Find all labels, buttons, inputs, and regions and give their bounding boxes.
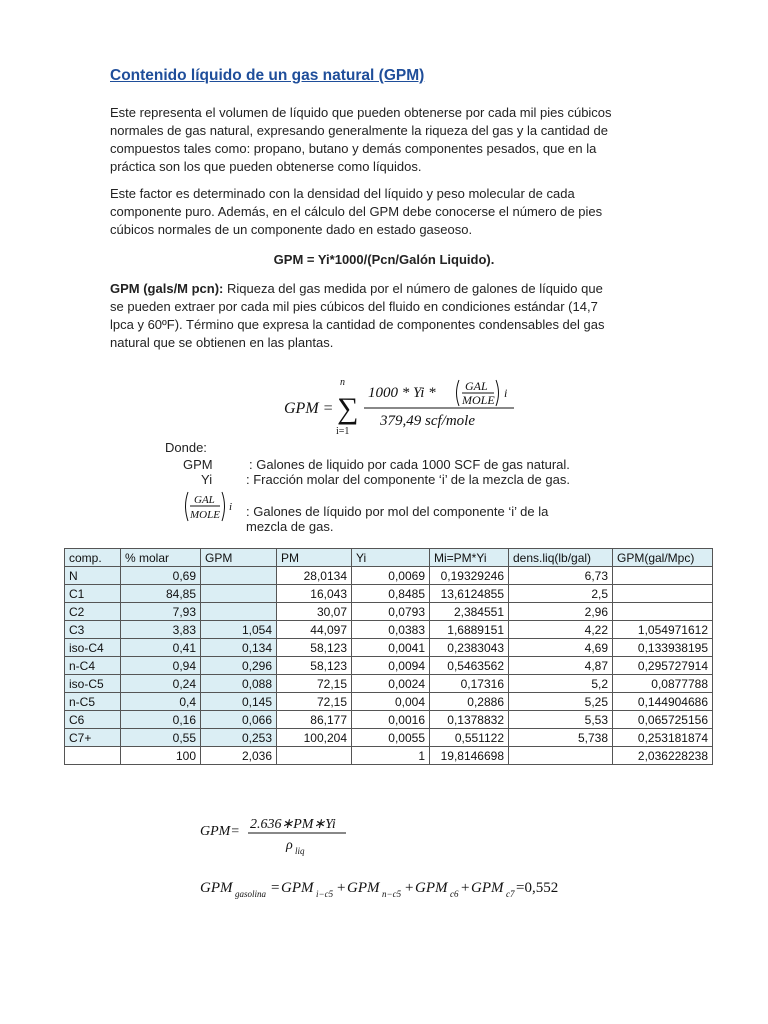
table-cell: 0,4 [121, 693, 201, 711]
table-cell: 7,93 [121, 603, 201, 621]
table-cell: 13,6124855 [430, 585, 509, 603]
table-total-cell: 100 [121, 747, 201, 765]
gpm-formula-text: GPM = Yi*1000/(Pcn/Galón Liquido). [273, 252, 495, 267]
gal-mole-symbol [182, 490, 238, 524]
gpm-text: GPM [415, 880, 448, 896]
table-total-cell: 2,036 [201, 747, 277, 765]
subscript-ic5: i−c5 [316, 889, 334, 899]
table-cell: 16,043 [277, 585, 352, 603]
table-cell: N [65, 567, 121, 585]
column-header: dens.liq(lb/gal) [509, 549, 613, 567]
page-title: Contenido líquido de un gas natural (GPM) [110, 67, 425, 84]
table-total-cell [277, 747, 352, 765]
text-line: componente puro. Además, en el cálculo del GPM debe conocerse el número de pies [110, 204, 603, 219]
column-header: Mi=PM*Yi [430, 549, 509, 567]
table-cell: 0,088 [201, 675, 277, 693]
text-line: práctica son los que pueden obtenerse como líquidos. [110, 159, 422, 174]
table-cell: C2 [65, 603, 121, 621]
table-cell [613, 567, 713, 585]
denominator-text: 379,49 scf/mole [380, 413, 475, 429]
table-cell: 4,69 [509, 639, 613, 657]
svg-text:=: = [271, 880, 280, 896]
sum-lower-limit: i=1 [336, 426, 350, 434]
table-cell: 1,054971612 [613, 621, 713, 639]
table-cell: 58,123 [277, 639, 352, 657]
text-line: natural que se obtienen en las plantas. [110, 335, 334, 350]
table-total-cell: 19,8146698 [430, 747, 509, 765]
text-line: lpca y 60ºF). Término que expresa la cantidad de componentes condensables del gas [110, 317, 605, 332]
equation-lhs: GPM= [200, 824, 240, 839]
table-cell: 100,204 [277, 729, 352, 747]
table-cell: iso-C4 [65, 639, 121, 657]
table-cell [613, 585, 713, 603]
gal-text: GAL [194, 494, 215, 506]
table-cell: 44,097 [277, 621, 352, 639]
text-line: compuestos tales como: propano, butano y demás componentes pesados, que en la [110, 141, 597, 156]
table-cell: 5,738 [509, 729, 613, 747]
mole-text: MOLE [462, 393, 495, 407]
table-cell: 0,0024 [352, 675, 430, 693]
table-cell: 0,065725156 [613, 711, 713, 729]
column-header: GPM [201, 549, 277, 567]
equation-result: =0,552 [516, 880, 559, 896]
gpm-text: GPM [281, 880, 314, 896]
table-row [65, 567, 713, 585]
gpm-summation-equation [282, 372, 542, 434]
table-cell: 0,551122 [430, 729, 509, 747]
index-i: i [229, 501, 233, 513]
table-cell: n-C5 [65, 693, 121, 711]
table-cell: 58,123 [277, 657, 352, 675]
table-cell: iso-C5 [65, 675, 121, 693]
table-cell: 0,004 [352, 693, 430, 711]
sigma-symbol: ∑ [337, 392, 359, 425]
table-total-cell [509, 747, 613, 765]
column-header: GPM(gal/Mpc) [613, 549, 713, 567]
table-header-row [65, 549, 713, 567]
column-header: comp. [65, 549, 121, 567]
equation-lhs: GPM = [284, 400, 334, 417]
table-cell: 0,0793 [352, 603, 430, 621]
mole-text: MOLE [190, 509, 220, 521]
table-cell: 2,384551 [430, 603, 509, 621]
table-cell: 0,94 [121, 657, 201, 675]
table-cell: 86,177 [277, 711, 352, 729]
table-cell: 5,25 [509, 693, 613, 711]
table-cell: 0,253181874 [613, 729, 713, 747]
table-cell: 4,22 [509, 621, 613, 639]
paragraph-definition [110, 104, 658, 176]
numerator-text: 1000 * Yi * [368, 385, 436, 401]
donde-galmole-def-1: : Galones de líquido por mol del componente ‘i’ de la [246, 504, 549, 519]
table-cell: C6 [65, 711, 121, 729]
subscript-c6: c6 [450, 889, 459, 899]
table-cell: 0,1378832 [430, 711, 509, 729]
svg-text:+: + [337, 880, 346, 896]
table-total-cell [65, 747, 121, 765]
text-line: cúbicos normales de un componente dado en estado gaseoso. [110, 222, 473, 237]
gpm-text: GPM [200, 880, 233, 896]
table-cell: 0,0383 [352, 621, 430, 639]
table-header [65, 549, 713, 567]
gal-text: GAL [465, 379, 488, 393]
rho-subscript: liq [295, 846, 305, 856]
right-paren [496, 380, 499, 406]
table-row [65, 585, 713, 603]
sum-upper-limit: n [340, 377, 345, 388]
table-cell: 0,133938195 [613, 639, 713, 657]
table-cell: 0,0055 [352, 729, 430, 747]
rho-symbol: ρ [286, 838, 293, 853]
table-cell: 0,295727914 [613, 657, 713, 675]
column-header: PM [277, 549, 352, 567]
text-line: Riqueza del gas medida por el número de galones de líquido que [223, 281, 603, 296]
components-table [64, 548, 713, 765]
table-cell: 1,6889151 [430, 621, 509, 639]
table-cell: 0,0094 [352, 657, 430, 675]
donde-gpm-def: : Galones de liquido por cada 1000 SCF de gas natural. [249, 457, 570, 472]
table-total-cell: 1 [352, 747, 430, 765]
paragraph-factor [110, 185, 658, 239]
table-cell: 84,85 [121, 585, 201, 603]
svg-text:+: + [405, 880, 414, 896]
table-cell: 28,0134 [277, 567, 352, 585]
table-row [65, 657, 713, 675]
table-cell: 0,0041 [352, 639, 430, 657]
table-row [65, 729, 713, 747]
paragraph-gpm-definition [110, 280, 658, 352]
table-cell: 0,296 [201, 657, 277, 675]
table-cell: 6,73 [509, 567, 613, 585]
donde-header: Donde: [165, 440, 207, 455]
table-cell: C3 [65, 621, 121, 639]
table-cell: C1 [65, 585, 121, 603]
table-total-cell: 2,036228238 [613, 747, 713, 765]
left-paren [457, 380, 460, 406]
table-cell: 0,2383043 [430, 639, 509, 657]
table-cell: 0,17316 [430, 675, 509, 693]
table-cell: 5,53 [509, 711, 613, 729]
table-cell: 0,24 [121, 675, 201, 693]
table-cell: C7+ [65, 729, 121, 747]
table-row [65, 603, 713, 621]
table-cell [201, 603, 277, 621]
table-cell: 0,8485 [352, 585, 430, 603]
gpm-term: GPM (gals/M pcn): [110, 281, 224, 296]
table-row [65, 711, 713, 729]
table-cell: 0,69 [121, 567, 201, 585]
gpm-gasolina-equation [198, 876, 578, 902]
table-cell: 3,83 [121, 621, 201, 639]
numerator-text: 2.636∗PM∗Yi [250, 817, 336, 832]
table-cell: 0,144904686 [613, 693, 713, 711]
svg-text:+: + [461, 880, 470, 896]
subscript-gasolina: gasolina [235, 889, 267, 899]
table-cell: 72,15 [277, 693, 352, 711]
text-line: se pueden extraer por cada mil pies cúbicos del fluido en condiciones estándar (14,7 [110, 299, 598, 314]
text-line: Este representa el volumen de líquido que pueden obtenerse por cada mil pies cúbicos [110, 105, 612, 120]
table-cell: n-C4 [65, 657, 121, 675]
column-header: % molar [121, 549, 201, 567]
table-cell: 0,0069 [352, 567, 430, 585]
table-cell: 0,55 [121, 729, 201, 747]
table-cell: 0,41 [121, 639, 201, 657]
table-cell: 2,96 [509, 603, 613, 621]
table-totals-row [65, 747, 713, 765]
gpm-text: GPM [471, 880, 504, 896]
table-cell [201, 585, 277, 603]
text-line: Este factor es determinado con la densidad del líquido y peso molecular de cada [110, 186, 575, 201]
table-cell: 5,2 [509, 675, 613, 693]
text-line: normales de gas natural, expresando generalmente la riqueza del gas y la cantidad de [110, 123, 608, 138]
table-cell: 0,0877788 [613, 675, 713, 693]
table-cell: 30,07 [277, 603, 352, 621]
column-header: Yi [352, 549, 430, 567]
table-cell: 0,134 [201, 639, 277, 657]
table-cell: 0,066 [201, 711, 277, 729]
table-cell [201, 567, 277, 585]
donde-gpm-term: GPM [183, 457, 213, 472]
table-row [65, 693, 713, 711]
table-cell: 0,19329246 [430, 567, 509, 585]
table-cell: 0,145 [201, 693, 277, 711]
donde-yi-term: Yi [201, 472, 213, 487]
table-cell: 2,5 [509, 585, 613, 603]
table-cell: 0,0016 [352, 711, 430, 729]
donde-galmole-def-2: mezcla de gas. [246, 519, 334, 534]
table-cell: 0,5463562 [430, 657, 509, 675]
gpm-text: GPM [347, 880, 380, 896]
table-cell [613, 603, 713, 621]
table-cell: 1,054 [201, 621, 277, 639]
subscript-nc5: n−c5 [382, 889, 402, 899]
table-cell: 72,15 [277, 675, 352, 693]
subscript-c7: c7 [506, 889, 515, 899]
gpm-density-equation [198, 812, 358, 858]
index-i: i [504, 386, 508, 400]
table-cell: 4,87 [509, 657, 613, 675]
table-cell: 0,16 [121, 711, 201, 729]
table-cell: 0,253 [201, 729, 277, 747]
donde-yi-def: : Fracción molar del componente ‘i’ de la mezcla de gas. [246, 472, 570, 487]
table-body [65, 567, 713, 765]
table-row [65, 621, 713, 639]
table-cell: 0,2886 [430, 693, 509, 711]
table-row [65, 639, 713, 657]
table-row [65, 675, 713, 693]
